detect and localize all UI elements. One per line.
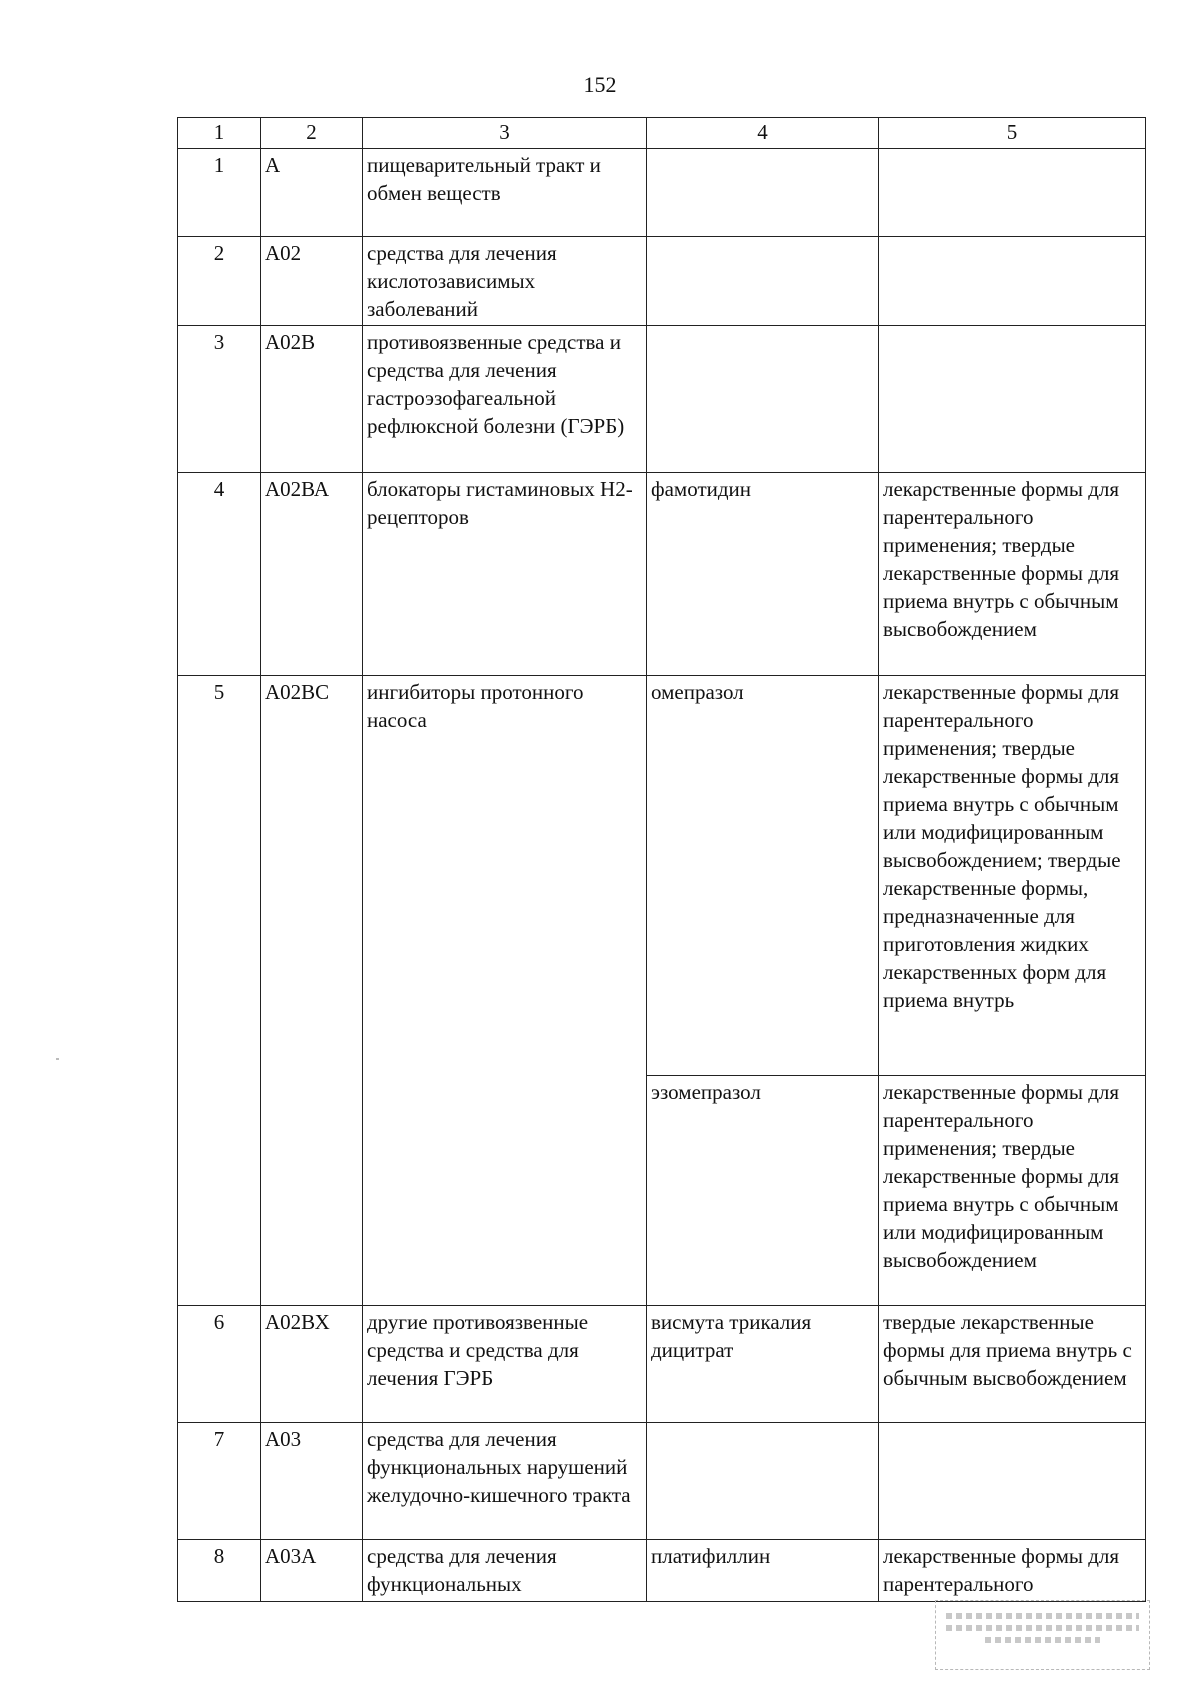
table-row [178, 676, 1146, 1076]
header-col-2: 2 [261, 118, 363, 149]
scan-speck [56, 1058, 59, 1060]
dosage-forms [879, 326, 1146, 473]
table-row [178, 1423, 1146, 1540]
atc-code: А03А [261, 1540, 363, 1602]
dosage-forms: лекарственные формы для парентерального [879, 1540, 1146, 1602]
drug-name [647, 237, 879, 326]
stamp-line [946, 1625, 1139, 1631]
group-name: средства для лечения функциональных [363, 1540, 647, 1602]
row-number: 1 [178, 149, 261, 237]
table-row [178, 473, 1146, 676]
drug-name: висмута трикалия дицитрат [647, 1306, 879, 1423]
drug-name [647, 1423, 879, 1540]
stamp-line [985, 1637, 1101, 1643]
group-name: средства для лечения кислотозависимых заболеваний [363, 237, 647, 326]
drug-name: омепразол [647, 676, 879, 1076]
atc-code: А02ВХ [261, 1306, 363, 1423]
row-number: 4 [178, 473, 261, 676]
header-col-5: 5 [879, 118, 1146, 149]
dosage-forms [879, 1423, 1146, 1540]
atc-code: А [261, 149, 363, 237]
header-col-1: 1 [178, 118, 261, 149]
atc-code: А02ВС [261, 676, 363, 1306]
atc-code: А03 [261, 1423, 363, 1540]
atc-code: А02 [261, 237, 363, 326]
drug-name: фамотидин [647, 473, 879, 676]
group-name: ингибиторы протонного насоса [363, 676, 647, 1306]
dosage-forms: лекарственные формы для парентерального применения; твердые лекарственные формы для приема внутрь с обычным высвобождением [879, 473, 1146, 676]
drug-name [647, 326, 879, 473]
page-number: 152 [583, 72, 617, 97]
table-row [178, 1540, 1146, 1602]
group-name: противоязвенные средства и средства для лечения гастроэзофагеальной рефлюксной болезни (ГЭРБ) [363, 326, 647, 473]
header-col-3: 3 [363, 118, 647, 149]
group-name: другие противоязвенные средства и средства для лечения ГЭРБ [363, 1306, 647, 1423]
row-number: 6 [178, 1306, 261, 1423]
faint-stamp [935, 1600, 1150, 1670]
row-number: 5 [178, 676, 261, 1306]
group-name: средства для лечения функциональных нарушений желудочно-кишечного тракта [363, 1423, 647, 1540]
dosage-forms: твердые лекарственные формы для приема внутрь с обычным высвобождением [879, 1306, 1146, 1423]
table-row [178, 149, 1146, 237]
drug-name: эзомепразол [647, 1076, 879, 1306]
row-number: 3 [178, 326, 261, 473]
dosage-forms: лекарственные формы для парентерального применения; твердые лекарственные формы для приема внутрь с обычным или модифицированным высвобождением; твердые лекарственные формы, предназначенные для приготовления жидких лекарственных форм для приема внутрь [879, 676, 1146, 1076]
header-col-4: 4 [647, 118, 879, 149]
header-row [178, 118, 1146, 149]
table-row [178, 237, 1146, 326]
drug-table [177, 117, 1146, 1602]
stamp-line [946, 1613, 1139, 1619]
dosage-forms: лекарственные формы для парентерального применения; твердые лекарственные формы для приема внутрь с обычным или модифицированным высвобождением [879, 1076, 1146, 1306]
drug-name [647, 149, 879, 237]
group-name: блокаторы гистаминовых Н2-рецепторов [363, 473, 647, 676]
group-name: пищеварительный тракт и обмен веществ [363, 149, 647, 237]
atc-code: А02В [261, 326, 363, 473]
row-number: 7 [178, 1423, 261, 1540]
table-row [178, 1306, 1146, 1423]
drug-name: платифиллин [647, 1540, 879, 1602]
table-row [178, 326, 1146, 473]
row-number: 2 [178, 237, 261, 326]
atc-code: А02ВА [261, 473, 363, 676]
dosage-forms [879, 149, 1146, 237]
dosage-forms [879, 237, 1146, 326]
row-number: 8 [178, 1540, 261, 1602]
